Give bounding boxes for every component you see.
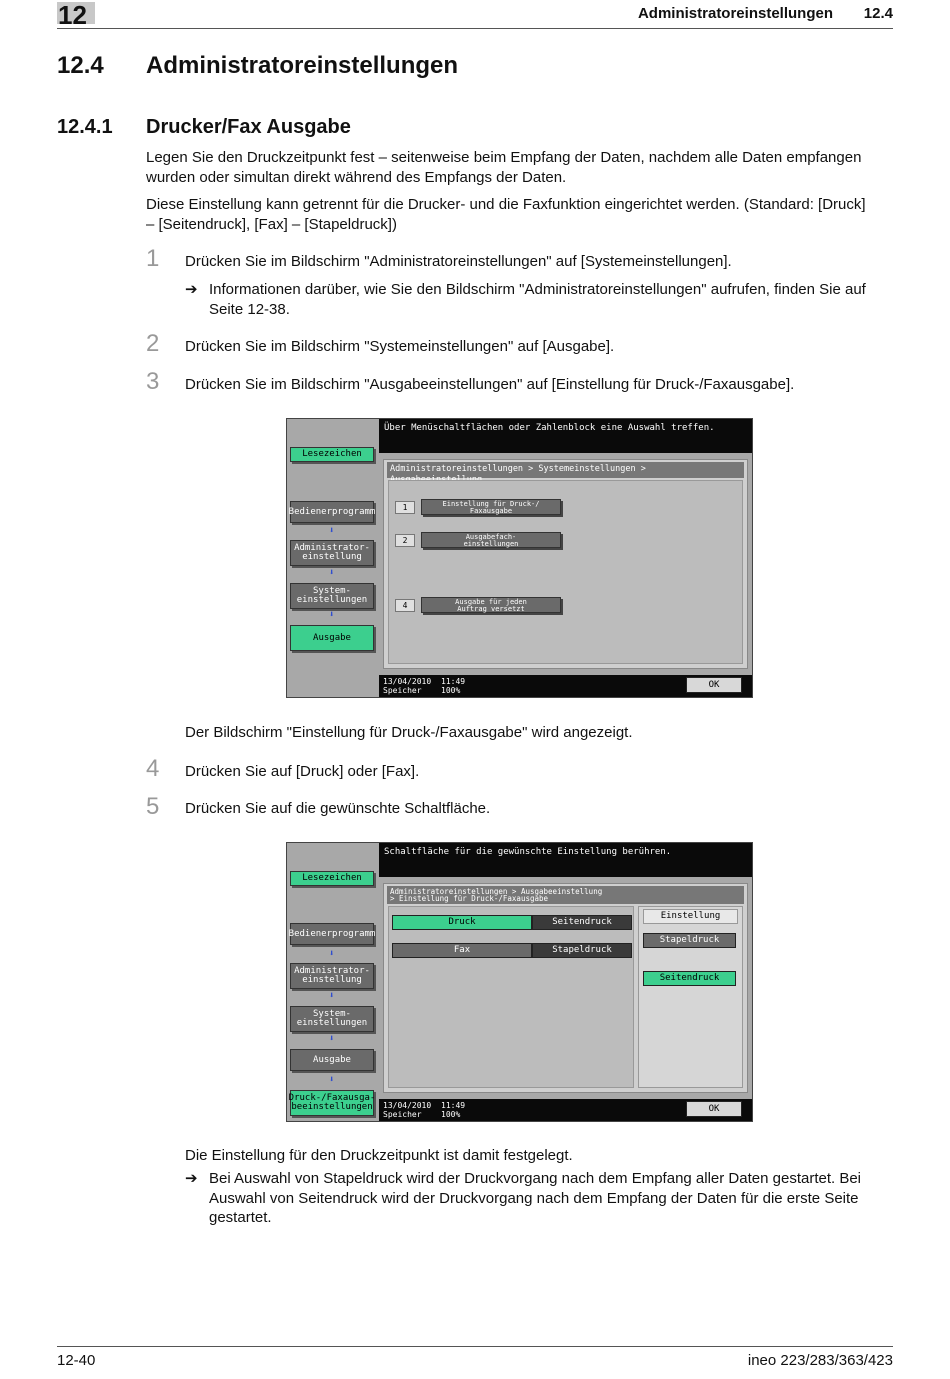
ok-button[interactable]: OK bbox=[686, 677, 742, 693]
down-arrow-icon: ⬇ bbox=[329, 1034, 335, 1044]
step-text: Drücken Sie im Bildschirm "Systemeinstellungen" auf [Ausgabe]. bbox=[185, 338, 615, 355]
product-model: ineo 223/283/363/423 bbox=[747, 1352, 893, 1369]
side-nav-system-settings[interactable]: System- einstellungen bbox=[290, 583, 374, 609]
print-fax-output-settings-button[interactable]: Einstellung für Druck-/ Faxausgabe bbox=[421, 499, 561, 515]
output-tray-settings-button[interactable]: Ausgabefach- einstellungen bbox=[421, 532, 561, 548]
intro-p2-line1: Diese Einstellung kann getrennt für die Drucker- und die Faxfunktion eingerichtet werden. (Standard: [Druck] bbox=[146, 196, 866, 213]
step-number: 2 bbox=[146, 330, 160, 357]
side-nav-admin-settings[interactable]: Administrator- einstellung bbox=[290, 540, 374, 566]
step-number: 3 bbox=[146, 368, 160, 395]
intro-paragraph-2 bbox=[146, 195, 894, 234]
side-nav-operator-program[interactable]: Bedienerprogramm bbox=[290, 501, 374, 523]
setting-header: Einstellung bbox=[643, 909, 738, 924]
main-panel bbox=[383, 883, 748, 1093]
memory-label: Speicher bbox=[383, 686, 422, 695]
side-nav-output[interactable]: Ausgabe bbox=[290, 1049, 374, 1071]
breadcrumb: Administratoreinstellungen > Systemeinstellungen > bbox=[387, 462, 744, 478]
heading1-title: Administratoreinstellungen bbox=[146, 52, 459, 79]
breadcrumb-line2: > Einstellung für Druck-/Faxausgabe bbox=[390, 894, 549, 903]
step-text: Drücken Sie auf die gewünschte Schaltfläche. bbox=[185, 800, 491, 817]
option-number: 4 bbox=[395, 599, 415, 612]
side-nav-output[interactable]: Ausgabe bbox=[290, 625, 374, 651]
final-result: Die Einstellung für den Druckzeitpunkt ist damit festgelegt. bbox=[185, 1147, 573, 1164]
status-time: 11:49 bbox=[441, 1101, 466, 1110]
down-arrow-icon: ⬇ bbox=[329, 991, 335, 1001]
status-date: 13/04/2010 bbox=[383, 677, 432, 686]
side-nav-system-settings[interactable]: System- einstellungen bbox=[290, 1006, 374, 1032]
arrow-icon: ➔ bbox=[185, 281, 198, 298]
step-text: Drücken Sie im Bildschirm "Ausgabeeinstellungen" auf [Einstellung für Druck-/Faxausgabe]. bbox=[185, 376, 795, 393]
footer-divider bbox=[57, 1346, 893, 1347]
status-bar bbox=[379, 675, 752, 697]
screen-prompt: Schaltfläche für die gewünschte Einstellung berühren. bbox=[379, 843, 752, 877]
breadcrumb bbox=[387, 886, 744, 904]
chapter-number: 12 bbox=[58, 0, 87, 30]
memory-value: 100% bbox=[441, 1110, 461, 1119]
heading2-title: Drucker/Fax Ausgabe bbox=[146, 116, 351, 138]
intro-p1-line1: Legen Sie den Druckzeitpunkt fest – seitenweise beim Empfang der Daten, nachdem alle Daten empfangen bbox=[146, 149, 862, 166]
status-date: 13/04/2010 bbox=[383, 1101, 432, 1110]
side-nav-print-fax-output-settings[interactable]: Druck-/Faxausga- beeinstellungen bbox=[290, 1090, 374, 1116]
status-time: 11:49 bbox=[441, 677, 466, 686]
final-note-line1: Bei Auswahl von Stapeldruck wird der Druckvorgang nach dem Empfang aller Daten gestartet. Bei bbox=[209, 1170, 862, 1187]
memory-label: Speicher bbox=[383, 1110, 422, 1119]
final-note-line2: Auswahl von Seitendruck wird der Druckvorgang nach dem Empfang der Daten für die erste Seite bbox=[209, 1189, 859, 1207]
screen-prompt: Über Menüschaltflächen oder Zahlenblock eine Auswahl treffen. bbox=[379, 419, 752, 453]
bookmark-button[interactable]: Lesezeichen bbox=[290, 871, 374, 886]
step-number: 4 bbox=[146, 755, 160, 782]
final-note-line3: gestartet. bbox=[209, 1209, 272, 1226]
arrow-icon: ➔ bbox=[185, 1170, 198, 1187]
memory-value: 100% bbox=[441, 686, 461, 695]
step-number: 1 bbox=[146, 245, 160, 272]
breadcrumb-line1: Administratoreinstellungen > Ausgabeeinstellung bbox=[390, 887, 603, 896]
running-header-title: Administratoreinstellungen bbox=[637, 5, 833, 22]
heading2-number: 12.4.1 bbox=[57, 116, 113, 138]
header-divider bbox=[57, 28, 893, 29]
bookmark-button[interactable]: Lesezeichen bbox=[290, 447, 374, 462]
status-bar bbox=[379, 1099, 752, 1121]
option-number: 2 bbox=[395, 534, 415, 547]
page-print-button[interactable]: Seitendruck bbox=[643, 971, 736, 986]
ok-button[interactable]: OK bbox=[686, 1101, 742, 1117]
heading1-number: 12.4 bbox=[57, 52, 104, 79]
side-nav-admin-settings[interactable]: Administrator- einstellung bbox=[290, 963, 374, 989]
step-number: 5 bbox=[146, 793, 160, 820]
print-current-value: Seitendruck bbox=[532, 915, 632, 930]
step-text: Drücken Sie auf [Druck] oder [Fax]. bbox=[185, 763, 420, 780]
step1-note-line1: Informationen darüber, wie Sie den Bildschirm "Administratoreinstellungen" aufrufen, finden Sie auf bbox=[209, 281, 866, 298]
down-arrow-icon: ⬇ bbox=[329, 568, 335, 578]
step-text: Drücken Sie im Bildschirm "Administratoreinstellungen" auf [Systemeinstellungen]. bbox=[185, 253, 732, 270]
fax-button[interactable]: Fax bbox=[392, 943, 532, 958]
step1-note bbox=[185, 280, 895, 319]
fax-current-value: Stapeldruck bbox=[532, 943, 632, 958]
side-nav-operator-program[interactable]: Bedienerprogramm bbox=[290, 923, 374, 945]
down-arrow-icon: ⬇ bbox=[329, 1075, 335, 1085]
batch-print-button[interactable]: Stapeldruck bbox=[643, 933, 736, 948]
page-number: 12-40 bbox=[57, 1352, 96, 1369]
function-list bbox=[388, 906, 634, 1088]
screenshot-print-fax-output bbox=[286, 842, 753, 1122]
print-button[interactable]: Druck bbox=[392, 915, 532, 930]
screenshot-output-settings bbox=[286, 418, 753, 698]
step1-note-line2: Seite 12-38. bbox=[209, 300, 290, 318]
intro-paragraph-1 bbox=[146, 148, 894, 187]
setting-panel bbox=[638, 906, 743, 1088]
down-arrow-icon: ⬇ bbox=[329, 526, 335, 536]
options-area bbox=[388, 480, 743, 664]
main-panel bbox=[383, 459, 748, 669]
running-header-section: 12.4 bbox=[863, 5, 893, 22]
down-arrow-icon: ⬇ bbox=[329, 949, 335, 959]
final-note bbox=[185, 1169, 895, 1228]
intro-p1-line2: wurden oder simultan direkt während des Empfangs der Daten. bbox=[146, 168, 567, 186]
offset-per-job-button[interactable]: Ausgabe für jeden Auftrag versetzt bbox=[421, 597, 561, 613]
intro-p2-line2: – [Seitendruck], [Fax] – [Stapeldruck]) bbox=[146, 215, 397, 233]
screen1-result: Der Bildschirm "Einstellung für Druck-/Faxausgabe" wird angezeigt. bbox=[185, 724, 633, 741]
option-number: 1 bbox=[395, 501, 415, 514]
down-arrow-icon: ⬇ bbox=[329, 610, 335, 620]
